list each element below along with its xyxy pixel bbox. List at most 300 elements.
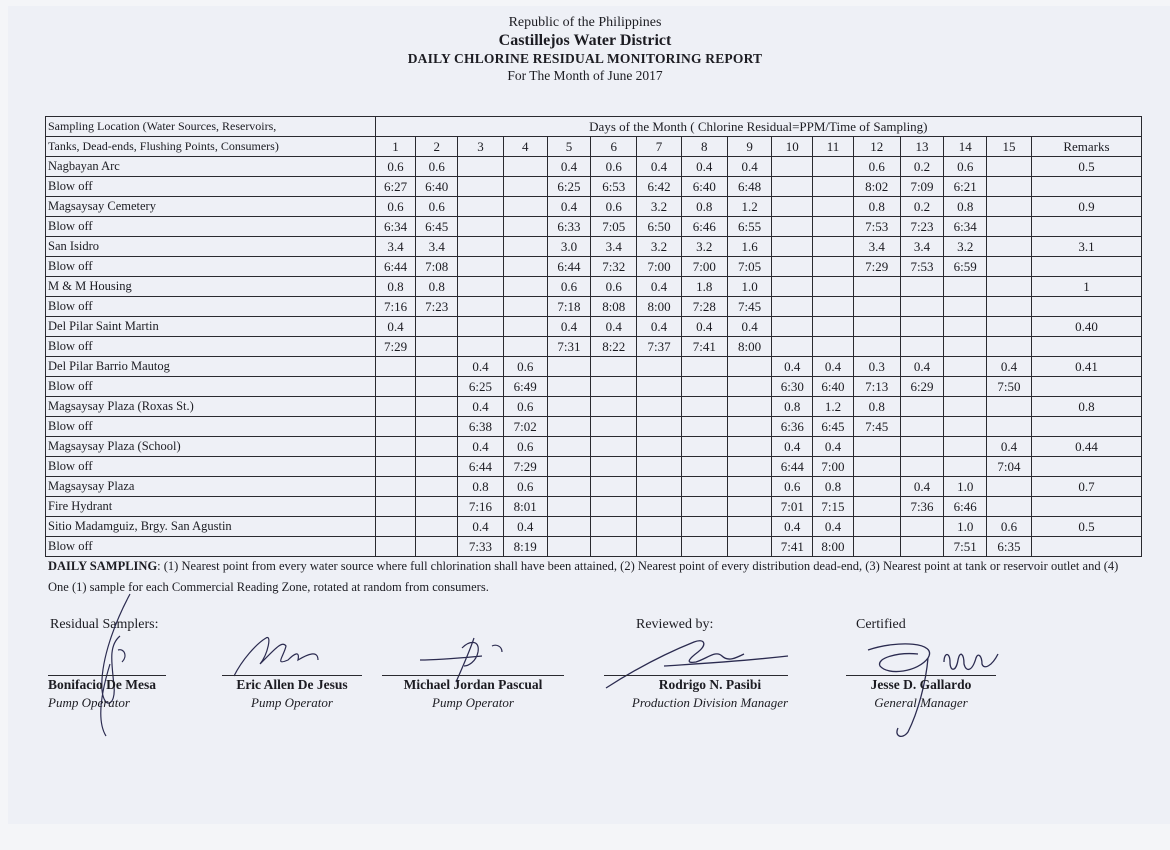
ppm-cell (987, 317, 1032, 337)
time-cell: 6:27 (375, 177, 416, 197)
signatory-name: Bonifacio De Mesa (48, 677, 156, 692)
ppm-cell (547, 437, 591, 457)
ppm-cell: 0.4 (681, 317, 727, 337)
ppm-cell (853, 317, 900, 337)
time-cell (375, 457, 416, 477)
ppm-cell (681, 477, 727, 497)
ppm-cell: 0.8 (944, 197, 987, 217)
location-header-line1: Sampling Location (Water Sources, Reservoirs, (46, 117, 376, 137)
location-name: Magsaysay Plaza (School) (46, 437, 376, 457)
time-cell (987, 337, 1032, 357)
sampling-point: Blow off (46, 217, 376, 237)
ppm-cell (375, 357, 416, 377)
ppm-cell (458, 277, 504, 297)
ppm-cell (813, 277, 854, 297)
day-header-5: 5 (547, 137, 591, 157)
ppm-cell (900, 277, 944, 297)
time-cell (416, 497, 458, 517)
republic-line: Republic of the Philippines (508, 15, 662, 30)
ppm-cell (944, 277, 987, 297)
time-cell: 7:50 (987, 377, 1032, 397)
sampling-point: Blow off (46, 377, 376, 397)
ppm-cell: 0.4 (772, 437, 813, 457)
time-cell: 7:02 (503, 417, 547, 437)
ppm-cell: 0.6 (772, 477, 813, 497)
ppm-cell: 3.2 (637, 237, 682, 257)
day-header-6: 6 (591, 137, 637, 157)
time-cell: 6:25 (547, 177, 591, 197)
location-name: Del Pilar Saint Martin (46, 317, 376, 337)
time-cell (987, 497, 1032, 517)
ppm-cell: 0.4 (503, 517, 547, 537)
time-cell: 7:05 (727, 257, 772, 277)
ppm-cell (547, 397, 591, 417)
ppm-cell: 3.0 (547, 237, 591, 257)
table-row (46, 317, 1142, 337)
time-cell (547, 497, 591, 517)
ppm-cell: 0.4 (458, 517, 504, 537)
day-header-12: 12 (853, 137, 900, 157)
time-cell: 6:45 (813, 417, 854, 437)
time-cell (637, 377, 682, 397)
time-cell: 6:44 (458, 457, 504, 477)
ppm-cell (547, 357, 591, 377)
ppm-cell: 0.6 (944, 157, 987, 177)
time-cell: 8:22 (591, 337, 637, 357)
residual-samplers-label: Residual Samplers: (50, 617, 159, 632)
time-cell: 6:50 (637, 217, 682, 237)
time-cell (637, 497, 682, 517)
ppm-cell (503, 317, 547, 337)
ppm-cell: 0.6 (416, 157, 458, 177)
time-cell: 6:49 (503, 377, 547, 397)
ppm-cell: 0.6 (375, 157, 416, 177)
signatory-position: Pump Operator (48, 695, 130, 710)
ppm-cell: 1.8 (681, 277, 727, 297)
time-cell (727, 457, 772, 477)
time-cell (637, 537, 682, 557)
remarks-cell: 0.40 (1031, 317, 1141, 337)
time-cell (813, 297, 854, 317)
table-row (46, 517, 1142, 537)
sampling-point: Blow off (46, 257, 376, 277)
ppm-cell (727, 477, 772, 497)
time-cell: 7:53 (853, 217, 900, 237)
time-cell: 6:21 (944, 177, 987, 197)
time-cell (637, 457, 682, 477)
signatory-de-jesus (222, 675, 362, 712)
signatory-position: Production Division Manager (631, 695, 789, 710)
time-cell (458, 337, 504, 357)
time-cell (591, 497, 637, 517)
time-cell (813, 217, 854, 237)
time-cell (375, 497, 416, 517)
time-cell (681, 457, 727, 477)
time-cell (772, 297, 813, 317)
time-cell (900, 297, 944, 317)
time-cell (727, 537, 772, 557)
time-cell (416, 377, 458, 397)
ppm-cell (944, 357, 987, 377)
time-cell: 6:29 (900, 377, 944, 397)
ppm-cell: 0.8 (853, 397, 900, 417)
time-cell: 6:30 (772, 377, 813, 397)
ppm-cell: 1.6 (727, 237, 772, 257)
reviewed-by-label: Reviewed by: (636, 617, 714, 632)
time-cell: 7:31 (547, 337, 591, 357)
remarks-cell: 3.1 (1031, 237, 1141, 257)
ppm-cell (944, 397, 987, 417)
time-cell (637, 417, 682, 437)
signatory-name: Rodrigo N. Pasibi (658, 677, 762, 692)
time-cell (503, 297, 547, 317)
location-name: M & M Housing (46, 277, 376, 297)
ppm-cell (375, 517, 416, 537)
ppm-cell (375, 397, 416, 417)
location-name: Sitio Madamguiz, Brgy. San Agustin (46, 517, 376, 537)
time-cell (900, 337, 944, 357)
remarks-cell (1031, 337, 1141, 357)
time-cell: 7:41 (772, 537, 813, 557)
time-cell: 7:45 (853, 417, 900, 437)
time-cell: 7:37 (637, 337, 682, 357)
ppm-cell (416, 477, 458, 497)
time-cell: 7:04 (987, 457, 1032, 477)
day-header-4: 4 (503, 137, 547, 157)
time-cell: 7:00 (681, 257, 727, 277)
ppm-cell: 3.2 (637, 197, 682, 217)
ppm-cell (503, 237, 547, 257)
time-cell: 7:23 (900, 217, 944, 237)
time-cell: 8:00 (637, 297, 682, 317)
remarks-header: Remarks (1031, 137, 1141, 157)
ppm-cell (772, 277, 813, 297)
ppm-cell (681, 517, 727, 537)
time-cell: 7:00 (637, 257, 682, 277)
ppm-cell (458, 317, 504, 337)
time-cell (503, 217, 547, 237)
table-row (46, 197, 1142, 217)
time-cell: 6:55 (727, 217, 772, 237)
time-cell: 8:02 (853, 177, 900, 197)
signatory-position: Pump Operator (251, 695, 333, 710)
time-cell (813, 177, 854, 197)
table-row (46, 237, 1142, 257)
time-cell (772, 337, 813, 357)
time-cell: 7:05 (591, 217, 637, 237)
ppm-cell: 0.4 (900, 357, 944, 377)
ppm-cell (853, 277, 900, 297)
time-cell: 6:44 (375, 257, 416, 277)
ppm-cell: 1.2 (813, 397, 854, 417)
time-cell (987, 257, 1032, 277)
remarks-cell (1031, 417, 1141, 437)
ppm-cell: 0.4 (813, 437, 854, 457)
time-cell: 8:08 (591, 297, 637, 317)
district-name: Castillejos Water District (498, 32, 672, 49)
ppm-cell: 0.6 (591, 277, 637, 297)
note-text: : (1) Nearest point from every water source where full chlorination shall have been attained, (2) Nearest point of every distribution dead-end, (3) Nearest point at tank or reservoir outlet and (4) One (1) sample for each Commercial Reading Zone, rotated at random from consumers. (48, 559, 1119, 594)
time-cell (547, 417, 591, 437)
time-cell (591, 457, 637, 477)
ppm-cell (458, 157, 504, 177)
ppm-cell: 0.8 (681, 197, 727, 217)
ppm-cell: 0.8 (375, 277, 416, 297)
ppm-cell (503, 277, 547, 297)
ppm-cell: 0.4 (637, 277, 682, 297)
time-cell: 7:18 (547, 297, 591, 317)
signatory-position: General Manager (874, 695, 968, 710)
ppm-cell (503, 197, 547, 217)
time-cell: 6:42 (637, 177, 682, 197)
days-title: Days of the Month ( Chlorine Residual=PPM/Time of Sampling) (375, 117, 1141, 137)
sampling-point: Fire Hydrant (46, 497, 376, 517)
time-cell: 7:33 (458, 537, 504, 557)
remarks-cell: 0.8 (1031, 397, 1141, 417)
ppm-cell (727, 437, 772, 457)
table-row (46, 357, 1142, 377)
ppm-cell (987, 197, 1032, 217)
time-cell (853, 297, 900, 317)
ppm-cell (987, 477, 1032, 497)
time-cell (772, 257, 813, 277)
time-cell (853, 337, 900, 357)
ppm-cell: 1.0 (727, 277, 772, 297)
time-cell: 7:01 (772, 497, 813, 517)
remarks-cell: 0.7 (1031, 477, 1141, 497)
sampling-point: Blow off (46, 297, 376, 317)
ppm-cell (416, 317, 458, 337)
time-cell (375, 417, 416, 437)
location-name: Magsaysay Plaza (Roxas St.) (46, 397, 376, 417)
ppm-cell (416, 357, 458, 377)
time-cell (944, 417, 987, 437)
remarks-cell: 0.5 (1031, 517, 1141, 537)
time-cell: 7:53 (900, 257, 944, 277)
ppm-cell (813, 157, 854, 177)
ppm-cell: 0.6 (503, 437, 547, 457)
location-name: Nagbayan Arc (46, 157, 376, 177)
remarks-cell: 0.5 (1031, 157, 1141, 177)
time-cell (813, 337, 854, 357)
ppm-cell (375, 477, 416, 497)
time-cell (900, 417, 944, 437)
ppm-cell (637, 397, 682, 417)
remarks-cell (1031, 297, 1141, 317)
ppm-cell (944, 317, 987, 337)
time-cell (591, 537, 637, 557)
ppm-cell (416, 437, 458, 457)
remarks-cell (1031, 377, 1141, 397)
time-cell: 7:28 (681, 297, 727, 317)
location-header-line2: Tanks, Dead-ends, Flushing Points, Consumers) (46, 137, 376, 157)
ppm-cell (772, 157, 813, 177)
ppm-cell (813, 197, 854, 217)
time-cell (987, 417, 1032, 437)
time-cell (727, 377, 772, 397)
time-cell (547, 537, 591, 557)
table-row (46, 257, 1142, 277)
time-cell: 6:35 (987, 537, 1032, 557)
table-row (46, 297, 1142, 317)
ppm-cell: 0.6 (503, 357, 547, 377)
ppm-cell (987, 157, 1032, 177)
ppm-cell (727, 517, 772, 537)
ppm-cell: 0.2 (900, 157, 944, 177)
time-cell: 6:34 (944, 217, 987, 237)
chlorine-table (45, 116, 1142, 557)
signature-de-mesa (80, 590, 160, 740)
ppm-cell: 3.4 (591, 237, 637, 257)
time-cell: 7:23 (416, 297, 458, 317)
ppm-cell (503, 157, 547, 177)
table-row (46, 377, 1142, 397)
time-cell (416, 537, 458, 557)
ppm-cell (944, 437, 987, 457)
time-cell: 8:00 (813, 537, 854, 557)
time-cell: 7:13 (853, 377, 900, 397)
time-cell: 6:40 (813, 377, 854, 397)
time-cell: 7:09 (900, 177, 944, 197)
day-header-8: 8 (681, 137, 727, 157)
ppm-cell (900, 517, 944, 537)
ppm-cell: 0.8 (813, 477, 854, 497)
ppm-cell: 0.4 (637, 317, 682, 337)
time-cell: 7:08 (416, 257, 458, 277)
remarks-cell (1031, 217, 1141, 237)
time-cell: 6:53 (591, 177, 637, 197)
ppm-cell (987, 397, 1032, 417)
ppm-cell: 3.4 (375, 237, 416, 257)
ppm-cell: 0.6 (503, 477, 547, 497)
ppm-cell (591, 397, 637, 417)
time-cell: 8:19 (503, 537, 547, 557)
ppm-cell (900, 397, 944, 417)
time-cell: 7:51 (944, 537, 987, 557)
ppm-cell (772, 197, 813, 217)
ppm-cell (591, 437, 637, 457)
ppm-cell (681, 437, 727, 457)
ppm-cell: 0.4 (547, 157, 591, 177)
time-cell (416, 457, 458, 477)
time-cell: 6:46 (681, 217, 727, 237)
remarks-cell (1031, 457, 1141, 477)
ppm-cell: 0.4 (813, 357, 854, 377)
time-cell (944, 297, 987, 317)
certified-label: Certified (856, 617, 906, 632)
time-cell (900, 457, 944, 477)
ppm-cell: 0.6 (547, 277, 591, 297)
time-cell: 6:46 (944, 497, 987, 517)
ppm-cell: 3.4 (900, 237, 944, 257)
ppm-cell: 0.4 (813, 517, 854, 537)
time-cell (853, 457, 900, 477)
day-header-14: 14 (944, 137, 987, 157)
time-cell (900, 537, 944, 557)
time-cell: 7:29 (375, 337, 416, 357)
ppm-cell (727, 357, 772, 377)
ppm-cell (591, 517, 637, 537)
ppm-cell: 0.6 (853, 157, 900, 177)
table-row (46, 337, 1142, 357)
time-cell (727, 497, 772, 517)
ppm-cell: 0.8 (458, 477, 504, 497)
ppm-cell: 3.2 (944, 237, 987, 257)
time-cell (727, 417, 772, 437)
table-row (46, 157, 1142, 177)
ppm-cell (987, 237, 1032, 257)
time-cell: 7:15 (813, 497, 854, 517)
ppm-cell (813, 237, 854, 257)
table-row (46, 417, 1142, 437)
table-row (46, 457, 1142, 477)
ppm-cell: 0.4 (987, 437, 1032, 457)
ppm-cell (772, 237, 813, 257)
ppm-cell (458, 197, 504, 217)
ppm-cell (375, 437, 416, 457)
day-header-9: 9 (727, 137, 772, 157)
ppm-cell (637, 477, 682, 497)
ppm-cell: 0.4 (458, 437, 504, 457)
time-cell (547, 457, 591, 477)
time-cell: 7:16 (375, 297, 416, 317)
remarks-cell: 0.41 (1031, 357, 1141, 377)
ppm-cell: 3.4 (416, 237, 458, 257)
table-row (46, 277, 1142, 297)
report-title: DAILY CHLORINE RESIDUAL MONITORING REPORT (407, 51, 763, 66)
time-cell: 7:36 (900, 497, 944, 517)
time-cell: 7:29 (503, 457, 547, 477)
table-row (46, 217, 1142, 237)
sampling-point: Blow off (46, 537, 376, 557)
signatory-name: Michael Jordan Pascual (403, 677, 543, 692)
ppm-cell: 0.4 (681, 157, 727, 177)
remarks-cell (1031, 537, 1141, 557)
time-cell: 6:38 (458, 417, 504, 437)
table-row (46, 437, 1142, 457)
time-cell (458, 217, 504, 237)
ppm-cell: 0.6 (591, 197, 637, 217)
report-header (0, 14, 1170, 84)
ppm-cell: 3.2 (681, 237, 727, 257)
ppm-cell: 0.4 (987, 357, 1032, 377)
ppm-cell: 0.4 (637, 157, 682, 177)
signatory-gallardo (846, 675, 996, 712)
ppm-cell: 0.4 (727, 157, 772, 177)
day-header-15: 15 (987, 137, 1032, 157)
day-header-3: 3 (458, 137, 504, 157)
ppm-cell: 0.4 (900, 477, 944, 497)
day-header-10: 10 (772, 137, 813, 157)
time-cell: 6:48 (727, 177, 772, 197)
time-cell (813, 257, 854, 277)
time-cell (853, 537, 900, 557)
signatory-pascual (382, 675, 564, 712)
time-cell: 7:16 (458, 497, 504, 517)
signatory-de-mesa (48, 675, 166, 712)
ppm-cell: 0.6 (375, 197, 416, 217)
ppm-cell (416, 397, 458, 417)
day-header-13: 13 (900, 137, 944, 157)
ppm-cell (547, 517, 591, 537)
ppm-cell: 0.4 (591, 317, 637, 337)
time-cell (503, 257, 547, 277)
ppm-cell (900, 317, 944, 337)
time-cell: 7:41 (681, 337, 727, 357)
day-header-1: 1 (375, 137, 416, 157)
signatory-name: Jesse D. Gallardo (870, 677, 972, 692)
ppm-cell (727, 397, 772, 417)
